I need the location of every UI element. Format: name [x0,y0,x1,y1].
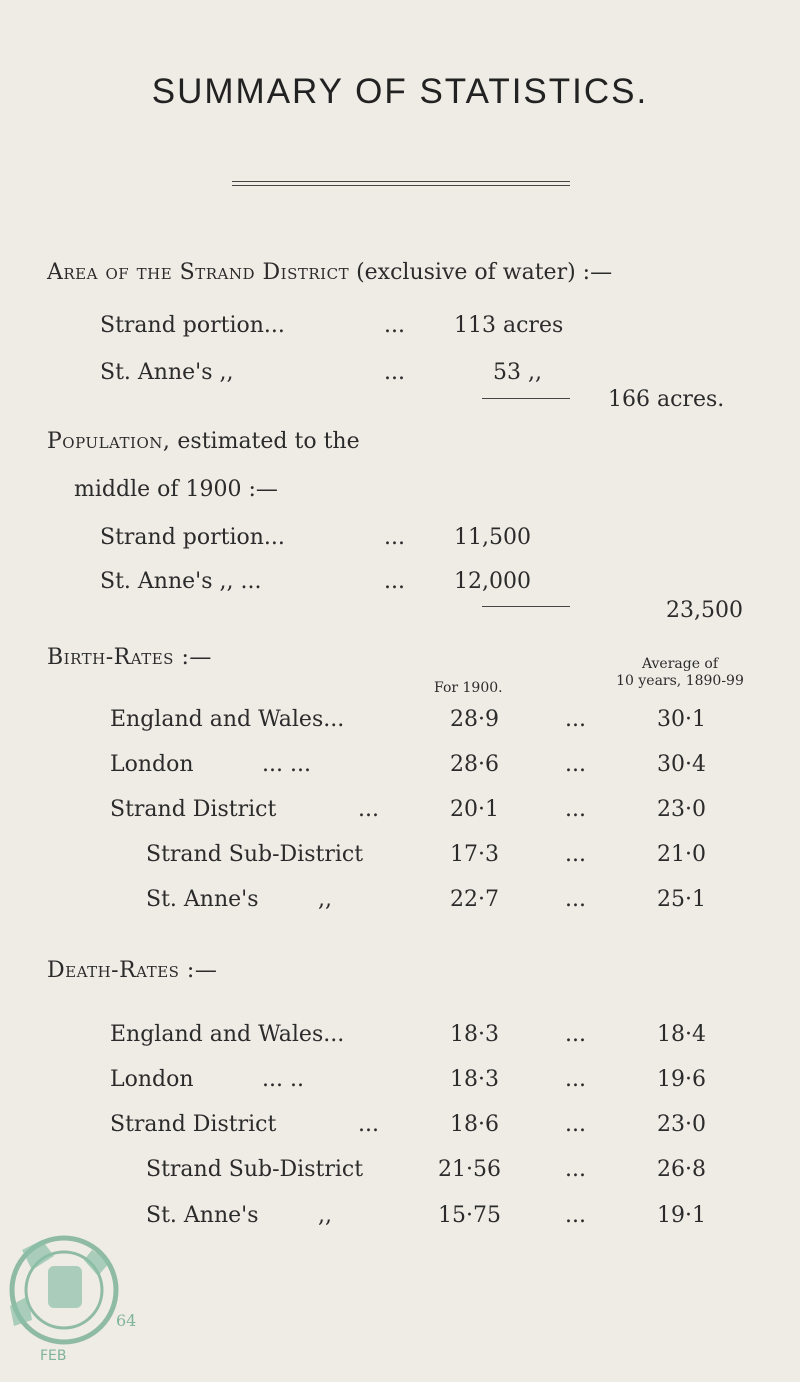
death-row-label: Strand District [110,1112,277,1137]
death-row-average: 19·1 [657,1203,706,1228]
population-heading-line2: middle of 1900 :— [74,477,278,502]
birth-row-dots: ... [565,887,586,912]
death-row-average: 19·6 [657,1067,706,1092]
birth-row-label: Strand District [110,797,277,822]
birth-row-label: London [110,752,194,777]
birth-row-value: 28·6 [450,752,499,777]
birth-row-dots: ... [565,797,586,822]
birth-row-leader: ... [358,797,379,822]
death-row-leader: ... .. [262,1067,304,1092]
area-row-strand-value: 113 acres [454,313,564,338]
death-row-leader: ... [358,1112,379,1137]
birth-rates-col-average [590,656,770,690]
title-rule-thin [232,185,570,186]
death-row-label: Strand Sub-District [146,1157,364,1182]
death-row-value: 18·3 [450,1022,499,1047]
birth-row-dots: ... [565,707,586,732]
birth-rates-col-year: For 1900. [434,680,503,696]
library-stamp-icon [2,1210,142,1370]
death-row-label: England and Wales... [110,1022,345,1047]
death-row-value: 21·56 [438,1157,501,1182]
birth-row-dots: ... [565,842,586,867]
population-row-annes-dots: ... [384,569,405,594]
death-row-average: 18·4 [657,1022,706,1047]
stamp-number: 64 [116,1311,137,1330]
birth-row-average: 25·1 [657,887,706,912]
death-row-value: 15·75 [438,1203,501,1228]
area-heading-label: Area of the Strand District [47,260,350,285]
birth-row-average: 23·0 [657,797,706,822]
area-row-annes-dots: ... [384,360,405,385]
population-row-annes-label: St. Anne's ,, ... [100,569,262,594]
area-row-strand-dots: ... [384,313,405,338]
birth-row-dots: ... [565,752,586,777]
population-heading-label: Population, [47,429,171,454]
birth-row-value: 17·3 [450,842,499,867]
area-heading [47,260,612,285]
birth-row-label: Strand Sub-District [146,842,364,867]
birth-row-value: 28·9 [450,707,499,732]
stamp-month: FEB [40,1348,67,1364]
birth-row-average: 21·0 [657,842,706,867]
birth-row-leader: ,, [318,887,332,912]
area-sum-rule [482,398,570,399]
death-row-average: 23·0 [657,1112,706,1137]
birth-rates-col-average-line1: Average of [641,656,719,672]
birth-row-average: 30·4 [657,752,706,777]
population-row-strand-dots: ... [384,525,405,550]
death-row-label: London [110,1067,194,1092]
area-row-annes-value: 53 ,, [493,360,542,385]
birth-row-value: 22·7 [450,887,499,912]
death-row-value: 18·6 [450,1112,499,1137]
page-title: SUMMARY OF STATISTICS. [151,72,649,111]
death-row-average: 26·8 [657,1157,706,1182]
area-heading-note: (exclusive of water) :— [356,260,613,285]
birth-row-label: St. Anne's [146,887,259,912]
birth-rates-col-average-line2: 10 years, 1890-99 [616,673,744,689]
population-total: 23,500 [666,598,743,623]
death-row-dots: ... [565,1157,586,1182]
death-row-dots: ... [565,1203,586,1228]
title-rule [232,181,570,182]
death-row-dots: ... [565,1022,586,1047]
birth-row-value: 20·1 [450,797,499,822]
population-heading-note: estimated to the [177,429,360,454]
birth-rates-heading: Birth-Rates :— [47,645,212,670]
birth-row-average: 30·1 [657,707,706,732]
population-sum-rule [482,606,570,607]
death-row-dots: ... [565,1112,586,1137]
population-row-strand-value: 11,500 [454,525,531,550]
population-row-strand-label: Strand portion... [100,525,285,550]
death-row-value: 18·3 [450,1067,499,1092]
death-row-dots: ... [565,1067,586,1092]
death-rates-heading: Death-Rates :— [47,958,218,983]
birth-row-leader: ... ... [262,752,311,777]
area-total: 166 acres. [608,387,725,412]
death-row-leader: ,, [318,1203,332,1228]
population-heading [47,429,360,454]
area-row-strand-label: Strand portion... [100,313,285,338]
population-row-annes-value: 12,000 [454,569,531,594]
death-row-label: St. Anne's [146,1203,259,1228]
area-row-annes-label: St. Anne's ,, [100,360,234,385]
birth-row-label: England and Wales... [110,707,345,732]
